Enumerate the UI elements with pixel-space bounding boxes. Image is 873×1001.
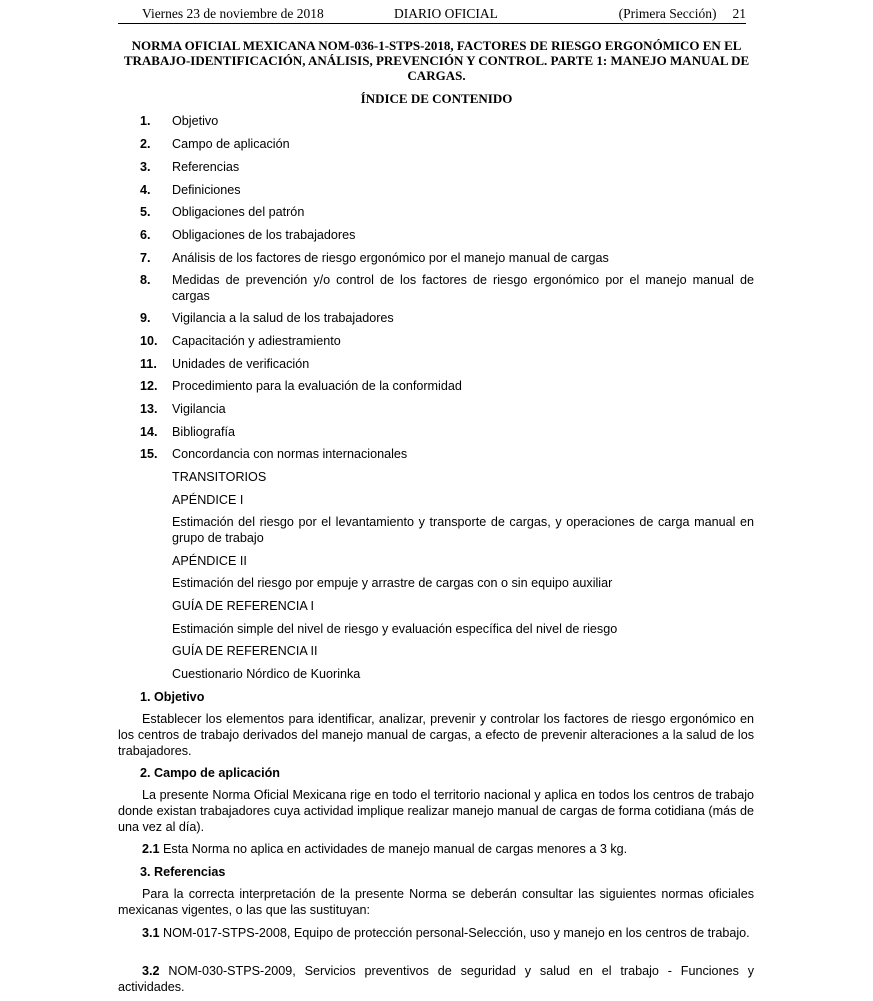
toc-number: 8. [140,273,151,287]
toc-text: Medidas de prevención y/o control de los factores de riesgo ergonómico por el manejo manual de cargas [172,273,754,303]
toc-number: 15. [140,447,158,461]
subsection-number: 3.2 [142,964,160,978]
section-heading: 3. Referencias [140,865,226,879]
toc-item [140,113,754,129]
toc-text: Vigilancia a la salud de los trabajadores [172,311,394,325]
toc-text: Obligaciones del patrón [172,205,305,219]
index-title: ÍNDICE DE CONTENIDO [360,91,513,106]
appendix-entry: TRANSITORIOS [172,470,267,484]
toc-text: Objetivo [172,114,219,128]
appendix-entry: GUÍA DE REFERENCIA II [172,644,318,658]
section-paragraph: Establecer los elementos para identificar, analizar, prevenir y controlar los factores de riesgo ergonómico en los centros de trabajo derivados del manejo manual de cargas, a efecto de prevenir alteraciones a la salud de los trabajadores. [118,712,754,758]
document-title: NORMA OFICIAL MEXICANA NOM-036-1-STPS-2018, FACTORES DE RIESGO ERGONÓMICO EN EL TRABAJO-IDENTIFICACIÓN, ANÁLISIS, PREVENCIÓN Y CONTROL. PARTE 1: MANEJO MANUAL DE CARGAS. [123,38,750,83]
toc-text: Procedimiento para la evaluación de la conformidad [172,379,462,393]
header-page-number: 21 [732,6,746,21]
toc-text: Referencias [172,160,240,174]
toc-item [140,356,754,372]
toc-item [140,401,754,417]
toc-number: 1. [140,114,151,128]
subsection-number: 2.1 [142,842,160,856]
toc-item [140,424,754,440]
toc-text: Definiciones [172,183,241,197]
section-paragraph: Para la correcta interpretación de la presente Norma se deberán consultar las siguientes normas oficiales mexicanas vigentes, o las que las sustituyan: [118,887,754,917]
section-paragraph: La presente Norma Oficial Mexicana rige en todo el territorio nacional y aplica en todos los centros de trabajo donde existan trabajadores cuya actividad implique realizar manejo manual de cargas de forma cotidiana (más de una vez al día). [118,788,754,834]
toc-number: 14. [140,425,158,439]
toc-text: Obligaciones de los trabajadores [172,228,356,242]
toc-number: 5. [140,205,151,219]
toc-number: 3. [140,160,151,174]
header-section-page [619,5,746,22]
toc-number: 4. [140,183,151,197]
toc-number: 2. [140,137,151,151]
header-publication: DIARIO OFICIAL [394,6,498,21]
section-heading: 1. Objetivo [140,690,205,704]
toc-item [140,310,754,326]
header-section: (Primera Sección) [618,6,717,21]
appendix-entry: APÉNDICE I [172,493,244,507]
subsection-paragraph [118,963,754,995]
toc-text: Bibliografía [172,425,236,439]
toc-item [140,159,754,175]
appendix-entry: GUÍA DE REFERENCIA I [172,599,315,613]
toc-number: 12. [140,379,158,393]
toc-text: Capacitación y adiestramiento [172,334,341,348]
subsection-paragraph [118,841,754,857]
toc-text: Análisis de los factores de riesgo ergonómico por el manejo manual de cargas [172,251,609,265]
toc-text: Vigilancia [172,402,226,416]
toc-item [140,446,754,462]
toc-item [140,250,754,266]
appendix-entry: Cuestionario Nórdico de Kuorinka [172,667,361,681]
appendix-entry: Estimación simple del nivel de riesgo y evaluación específica del nivel de riesgo [172,622,618,636]
toc-number: 6. [140,228,151,242]
toc-item [140,182,754,198]
appendix-entry: APÉNDICE II [172,554,247,568]
subsection-text: NOM-030-STPS-2009, Servicios preventivos de seguridad y salud en el trabajo - Funciones y actividades. [118,964,755,994]
toc-number: 7. [140,251,151,265]
toc-item [140,227,754,243]
toc-item [140,204,754,220]
page-header [118,5,746,24]
appendix-entry: Estimación del riesgo por el levantamiento y transporte de cargas, y operaciones de carga manual en grupo de trabajo [172,515,754,545]
section-heading: 2. Campo de aplicación [140,766,280,780]
toc-number: 11. [140,357,157,371]
appendix-entry: Estimación del riesgo por empuje y arrastre de cargas con o sin equipo auxiliar [172,576,613,590]
toc-text: Concordancia con normas internacionales [172,447,408,461]
toc-item [140,378,754,394]
subsection-paragraph [118,925,754,941]
toc-number: 9. [140,311,151,325]
toc-text: Unidades de verificación [172,357,310,371]
toc-number: 10. [140,334,158,348]
toc-item [140,136,754,152]
subsection-text: Esta Norma no aplica en actividades de manejo manual de cargas menores a 3 kg. [163,842,628,856]
header-date: Viernes 23 de noviembre de 2018 [142,6,324,21]
toc-item [140,272,754,304]
toc-number: 13. [140,402,158,416]
toc-item [140,333,754,349]
toc-text: Campo de aplicación [172,137,290,151]
subsection-number: 3.1 [142,926,160,940]
subsection-text: NOM-017-STPS-2008, Equipo de protección personal-Selección, uso y manejo en los centros de trabajo. [163,926,750,940]
